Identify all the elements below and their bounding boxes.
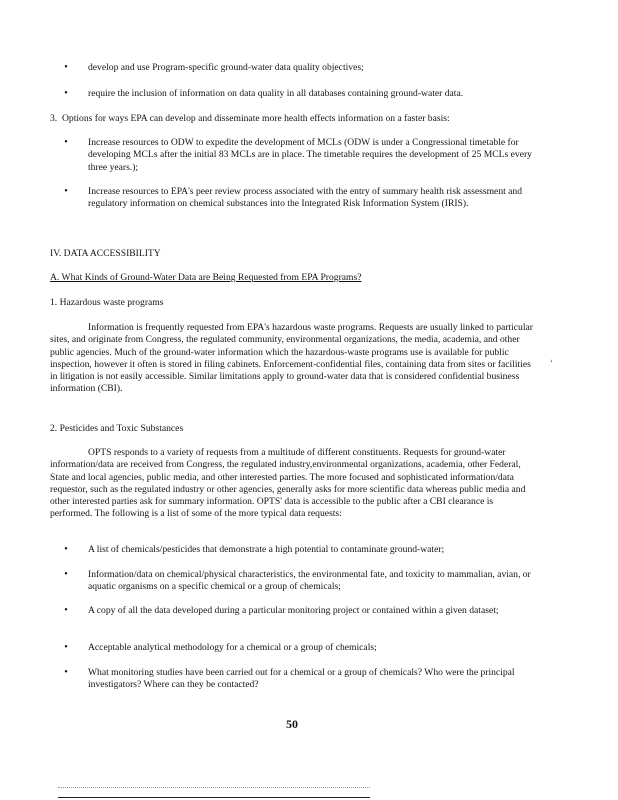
- page-number: 50: [286, 717, 298, 731]
- subsection-heading: A. What Kinds of Ground-Water Data are Being Requested from EPA Programs?: [50, 272, 362, 283]
- bullet-marker: •: [64, 642, 68, 653]
- item-text: Options for ways EPA can develop and disseminate more health effects information on a faster basis:: [62, 113, 450, 124]
- bullet-text: Information/data on chemical/physical characteristics, the environmental fate, and toxicity to mammalian, avian, or aquatic organisms on a specific chemical or a group of chemicals;: [88, 569, 531, 593]
- bullet-marker: •: [64, 605, 68, 616]
- footer-dotted-line: [58, 787, 370, 788]
- bullet-text: require the inclusion of information on data quality in all databases containing ground-water data.: [88, 88, 464, 99]
- pesticides-heading: 2. Pesticides and Toxic Substances: [50, 423, 184, 434]
- bullet-marker: •: [64, 186, 68, 197]
- bullet-text: develop and use Program-specific ground-water data quality objectives;: [88, 62, 364, 73]
- bullet-text: Increase resources to ODW to expedite the development of MCLs (ODW is under a Congressional timetable for developing MCLs after the initial 83 MCLs are in place. The timetable requires the development of 25 MCLs every three years.);: [88, 137, 532, 173]
- bullet-marker: •: [64, 62, 68, 73]
- item-number: 3.: [50, 113, 58, 124]
- bullet-marker: •: [64, 667, 68, 678]
- bullet-marker: •: [64, 569, 68, 580]
- stray-mark: ‘: [550, 358, 553, 368]
- hazardous-waste-paragraph: Information is frequently requested from EPA's hazardous waste programs. Requests are usually linked to particular sites, and originate from Congress, the regulated community, environmental organizations, the media, academia, and other public agencies. Much of the ground-water information which the hazardous-waste programs use is available for public inspection, however it often is stored in filing cabinets. Enforcement-confidential files, containing data from sites or facilities in litigation is not easily accessible. Similar limitations apply to ground-water data that is considered confidential business information (CBI).: [50, 322, 533, 395]
- bullet-text: A list of chemicals/pesticides that demonstrate a high potential to contaminate ground-water;: [88, 544, 445, 555]
- bullet-marker: •: [64, 88, 68, 99]
- hazardous-waste-heading: 1. Hazardous waste programs: [50, 297, 164, 308]
- bullet-text: A copy of all the data developed during a particular monitoring project or contained within a given dataset;: [88, 605, 499, 616]
- bullet-text: Acceptable analytical methodology for a chemical or a group of chemicals;: [88, 642, 377, 653]
- bullet-text: Increase resources to EPA's peer review process associated with the entry of summary health risk assessment and regulatory information on chemical substances into the Integrated Risk Information System (IRIS).: [88, 186, 523, 210]
- section-title: IV. DATA ACCESSIBILITY: [50, 248, 161, 259]
- bullet-text: What monitoring studies have been carried out for a chemical or a group of chemicals? Who were the principal investigators? Where can they be contacted?: [88, 667, 515, 691]
- pesticides-paragraph: OPTS responds to a variety of requests from a multitude of different constituents. Requests for ground-water information/data are received from Congress, the regulated industry,environmental organizations, academia, other Federal, State and local agencies, public media, and other interested parties. The more focused and sophisticated information/data requestor, such as the regulated industry or other agencies, generally asks for more scientific data whereas public media and other interested parties ask for summary information. OPTS' data is accessible to the public after a CBI clearance is performed. The following is a list of some of the more typical data requests:: [50, 447, 526, 520]
- bullet-marker: •: [64, 544, 68, 555]
- footer-rule: [58, 797, 370, 798]
- bullet-marker: •: [64, 137, 68, 148]
